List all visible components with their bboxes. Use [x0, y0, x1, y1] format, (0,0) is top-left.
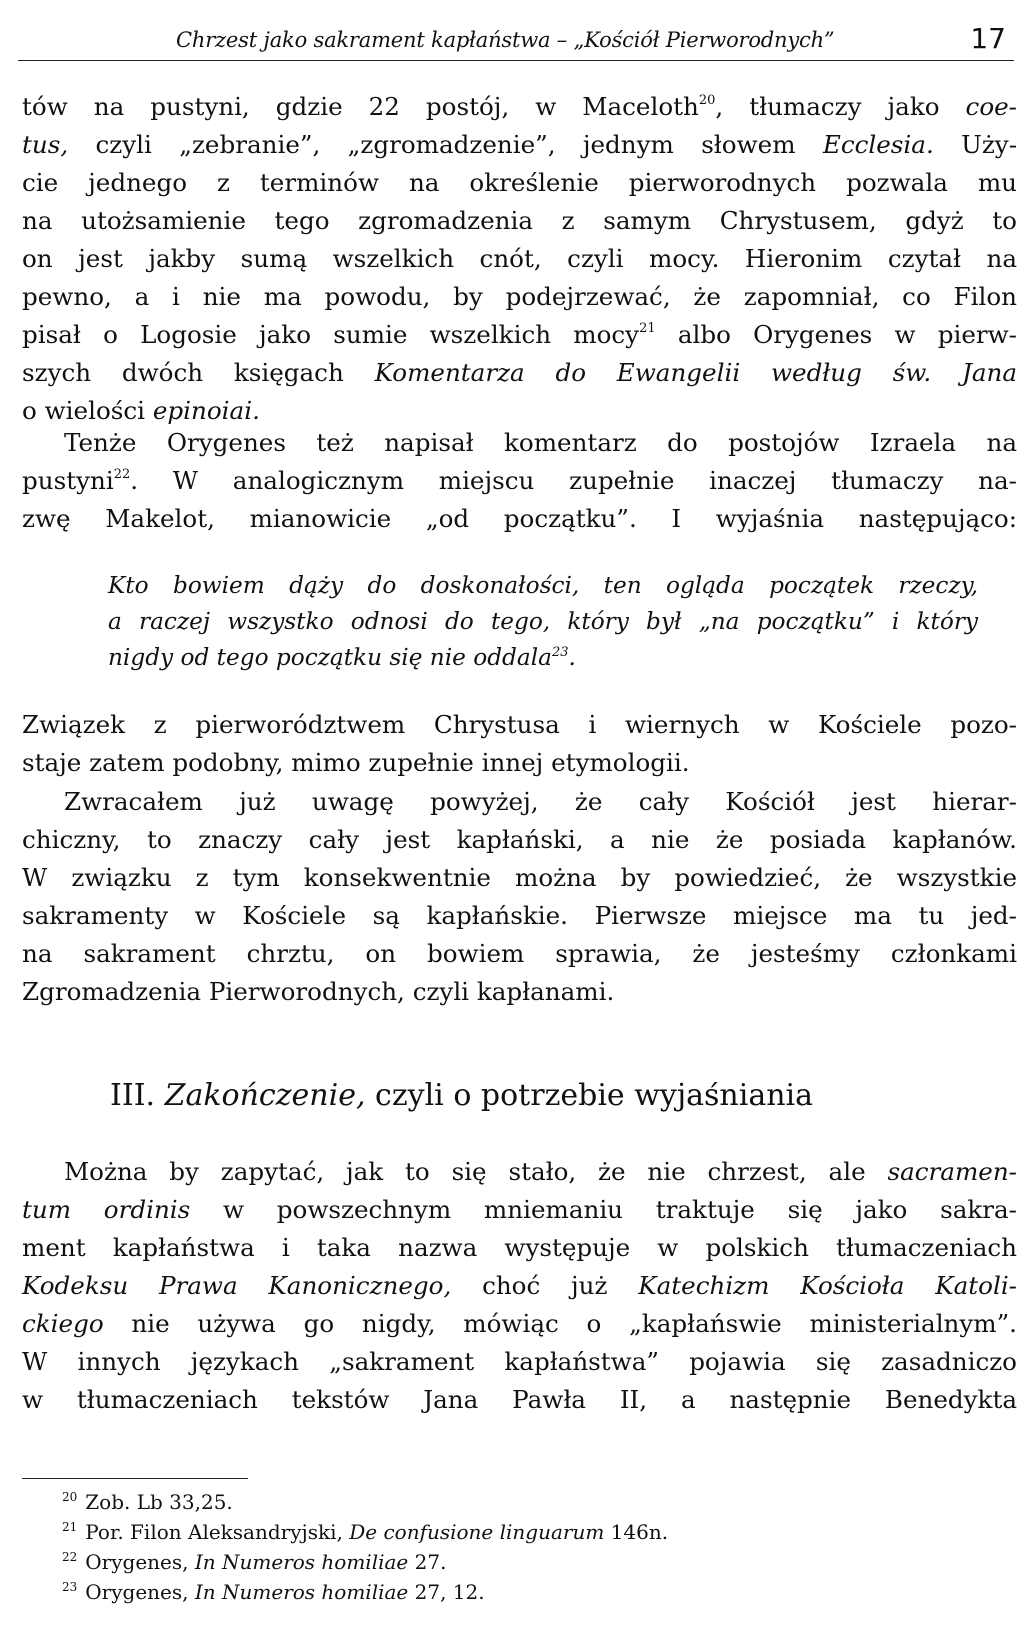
section-title-italic: Zakończenie, — [164, 1078, 366, 1113]
quote-line — [108, 640, 978, 676]
footnote-number: 22 — [62, 1550, 78, 1564]
footnote — [62, 1547, 962, 1577]
running-title: Chrzest jako sakrament kapłaństwa – „Kościół Pierworodnych” — [176, 28, 835, 52]
footnote-text: Orygenes, — [85, 1580, 195, 1604]
section-heading — [110, 1078, 813, 1113]
text-span: Uży- — [933, 130, 1017, 159]
text-line — [22, 1267, 1017, 1305]
text-line — [22, 88, 1017, 126]
text-span: albo Orygenes w pierw- — [655, 320, 1017, 349]
text-line: Zwracałem już uwagę powyżej, że cały Kościół jest hierar- — [64, 787, 1017, 816]
footnote-ref: 21 — [639, 321, 656, 336]
footnote-title: De confusione linguarum — [349, 1520, 605, 1544]
section-title-rest: czyli o potrzebie wyjaśniania — [365, 1078, 814, 1113]
text-span: w powszechnym mniemaniu traktuje się jako sakra- — [190, 1195, 1017, 1224]
text-span: choć już — [451, 1271, 639, 1300]
text-span: szych dwóch księgach — [22, 358, 375, 387]
text-span: o wielości — [22, 396, 153, 425]
text-line: cie jednego z terminów na określenie pierworodnych pozwala mu — [22, 168, 1017, 197]
text-span: Można by zapytać, jak to się stało, że nie chrzest, ale — [64, 1157, 888, 1186]
text-line — [22, 1305, 1017, 1343]
italic-term: sacramen- — [887, 1157, 1017, 1186]
footnote — [62, 1517, 962, 1547]
text-span: pustyni — [22, 466, 114, 495]
footnote-number: 23 — [62, 1580, 78, 1594]
footnote-number: 21 — [62, 1520, 78, 1534]
text-line: chiczny, to znaczy cały jest kapłański, a nie że posiada kapłanów. — [22, 825, 1017, 854]
text-span: tów na pustyni, gdzie 22 postój, w Maceloth — [22, 92, 699, 121]
text-span: , tłumaczy jako — [715, 92, 966, 121]
section-number: III. — [110, 1078, 156, 1113]
text-line: sakramenty w Kościele są kapłańskie. Pierwsze miejsce ma tu jed- — [22, 901, 1017, 930]
running-head — [18, 22, 1014, 61]
footnote — [62, 1577, 962, 1607]
text-line — [22, 126, 1017, 164]
text-line: ment kapłaństwa i taka nazwa występuje w polskich tłumaczeniach — [22, 1233, 1017, 1262]
quote-line: Kto bowiem dąży do doskonałości, ten ogląda początek rzeczy, — [108, 572, 978, 599]
footnote-text: Orygenes, — [85, 1550, 195, 1574]
text-span: nigdy od tego początku się nie oddala — [108, 644, 552, 671]
text-span: pisał o Logosie jako sumie wszelkich mocy — [22, 320, 640, 349]
text-line: on jest jakby sumą wszelkich cnót, czyli mocy. Hieronim czytał na — [22, 244, 1017, 273]
paragraph-2 — [22, 424, 1017, 538]
text-line: Związek z pierworództwem Chrystusa i wiernych w Kościele pozo- — [22, 710, 1017, 739]
footnote-title: In Numeros homiliae — [194, 1580, 409, 1604]
block-quote — [108, 568, 978, 676]
footnote-text: Zob. Lb 33,25. — [85, 1490, 233, 1514]
italic-title: Katechizm Kościoła Katoli- — [638, 1271, 1017, 1300]
paragraph-1 — [22, 88, 1017, 430]
footnote-text: Por. Filon Aleksandryjski, — [85, 1520, 350, 1544]
paragraph-5 — [22, 1153, 1017, 1419]
italic-term: coe- — [965, 92, 1017, 121]
text-span: . W analogicznym miejscu zupełnie inaczej tłumaczy na- — [130, 466, 1017, 495]
text-line: pewno, a i nie ma powodu, by podejrzewać, że zapomniał, co Filon — [22, 282, 1017, 311]
italic-term: epinoiai. — [152, 396, 260, 425]
text-line: zwę Makelot, mianowicie „od początku”. I wyjaśnia następująco: — [22, 504, 1017, 533]
paragraph-3 — [22, 706, 1017, 782]
footnotes — [62, 1487, 962, 1607]
footnote-rule — [22, 1478, 248, 1479]
text-line — [22, 462, 1017, 500]
text-span: czyli „zebranie”, „zgromadzenie”, jednym słowem — [68, 130, 823, 159]
text-line: W związku z tym konsekwentnie można by powiedzieć, że wszystkie — [22, 863, 1017, 892]
footnote-text: 146n. — [604, 1520, 669, 1544]
text-line — [22, 1191, 1017, 1229]
footnote-title: In Numeros homiliae — [194, 1550, 409, 1574]
text-span: nie używa go nigdy, mówiąc o „kapłańswie ministerialnym”. — [103, 1309, 1017, 1338]
text-span: . — [568, 644, 576, 671]
page-number: 17 — [970, 22, 1006, 55]
text-line: na utożsamienie tego zgromadzenia z samym Chrystusem, gdyż to — [22, 206, 1017, 235]
italic-term: tum ordinis — [22, 1195, 191, 1224]
footnote-ref: 22 — [113, 467, 131, 482]
italic-title: ckiego — [22, 1309, 104, 1338]
text-line — [22, 316, 1017, 354]
text-line: Tenże Orygenes też napisał komentarz do postojów Izraela na — [64, 428, 1017, 457]
footnote-number: 20 — [62, 1490, 78, 1504]
text-line: staje zatem podobny, mimo zupełnie innej etymologii. — [22, 748, 690, 777]
text-line: w tłumaczeniach tekstów Jana Pawła II, a następnie Benedykta — [22, 1385, 1017, 1414]
text-line: Zgromadzenia Pierworodnych, czyli kapłanami. — [22, 977, 615, 1006]
text-line — [22, 354, 1017, 392]
footnote — [62, 1487, 962, 1517]
paragraph-4 — [22, 783, 1017, 1011]
footnote-text: 27, 12. — [408, 1580, 485, 1604]
italic-title: Komentarza do Ewangelii według św. Jana — [374, 358, 1017, 387]
text-line: W innych językach „sakrament kapłaństwa” pojawia się zasadniczo — [22, 1347, 1017, 1376]
quote-line: a raczej wszystko odnosi do tego, który był „na początku” i który — [108, 608, 978, 635]
italic-term: Ecclesia. — [822, 130, 934, 159]
text-line — [22, 1153, 1017, 1191]
italic-term: tus, — [22, 130, 69, 159]
text-line: na sakrament chrztu, on bowiem sprawia, że jesteśmy członkami — [22, 939, 1017, 968]
footnote-text: 27. — [408, 1550, 447, 1574]
footnote-ref: 20 — [698, 93, 716, 108]
italic-title: Kodeksu Prawa Kanonicznego, — [22, 1271, 452, 1300]
footnote-ref: 23 — [551, 645, 569, 660]
